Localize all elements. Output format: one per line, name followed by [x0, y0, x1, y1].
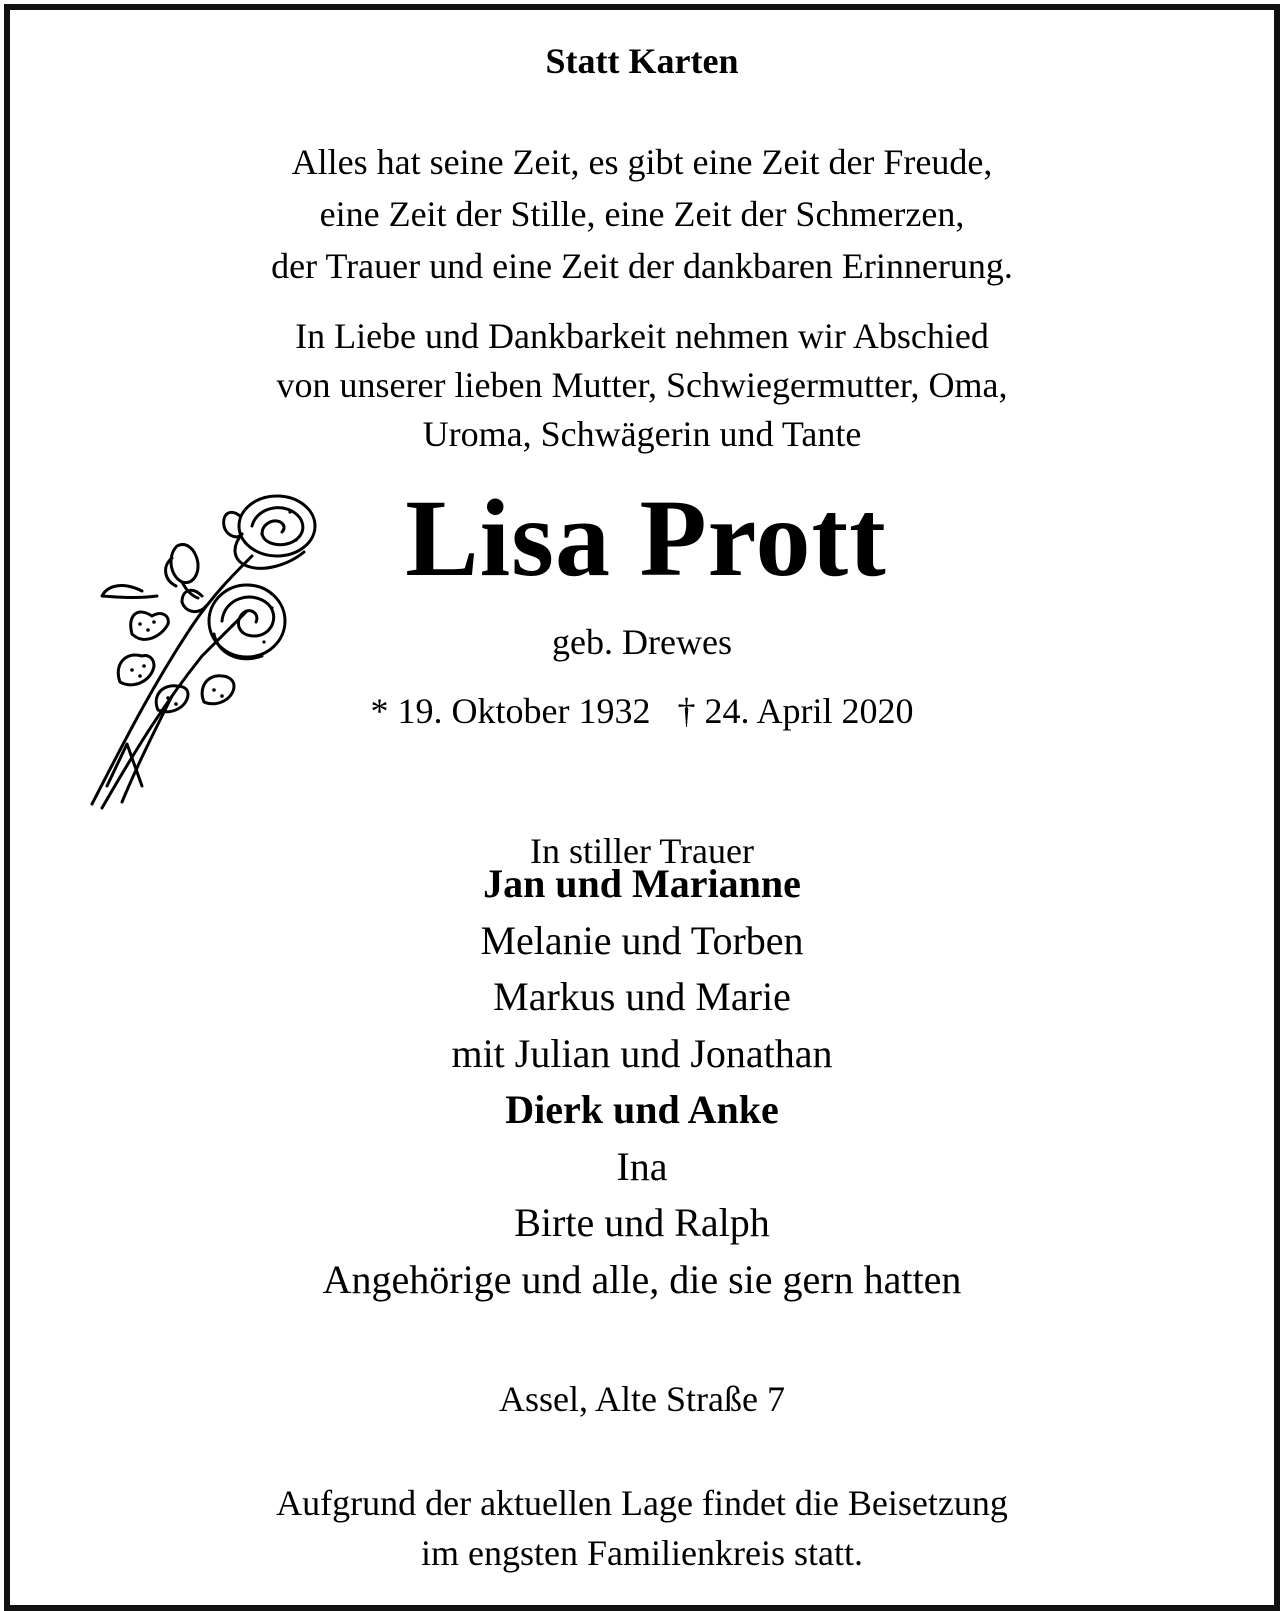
- note-line: im engsten Familienkreis statt.: [421, 1533, 863, 1573]
- mourner-line: Dierk und Anke: [505, 1087, 779, 1132]
- notice-header: Statt Karten: [545, 41, 739, 81]
- intro-line: von unserer lieben Mutter, Schwiegermutter, Oma,: [276, 365, 1008, 405]
- address: Assel, Alte Straße 7: [499, 1379, 785, 1419]
- verse-line: der Trauer und eine Zeit der dankbaren Erinnerung.: [271, 246, 1013, 286]
- life-dates-text: * 19. Oktober 1932 † 24. April 2020: [370, 691, 914, 731]
- mourner-line: Birte und Ralph: [514, 1200, 770, 1245]
- deceased-name: Lisa Prott: [405, 477, 887, 599]
- verse-line: Alles hat seine Zeit, es gibt eine Zeit der Freude,: [291, 142, 993, 182]
- mourner-line: Jan und Marianne: [483, 861, 801, 906]
- mourner-line: Melanie und Torben: [480, 917, 804, 963]
- obituary-notice: [4, 4, 1280, 1611]
- mourner-line: mit Julian und Jonathan: [451, 1030, 833, 1076]
- life-dates: [10, 690, 1274, 732]
- mourner-line: Ina: [616, 1143, 668, 1189]
- mourning-intro: In stiller Trauer: [530, 831, 754, 871]
- intro-line: Uroma, Schwägerin und Tante: [422, 414, 862, 454]
- intro-line: In Liebe und Dankbarkeit nehmen wir Abschied: [295, 316, 989, 356]
- verse: [10, 136, 1274, 292]
- closing-note: [10, 1478, 1274, 1578]
- note-line: Aufgrund der aktuellen Lage findet die Beisetzung: [276, 1483, 1008, 1523]
- mourners-list: [10, 856, 1274, 1308]
- maiden-name: geb. Drewes: [552, 622, 732, 662]
- mourner-line: Markus und Marie: [493, 974, 791, 1019]
- farewell-intro: [10, 312, 1274, 459]
- mourner-line: Angehörige und alle, die sie gern hatten: [322, 1256, 962, 1302]
- verse-line: eine Zeit der Stille, eine Zeit der Schmerzen,: [319, 194, 965, 234]
